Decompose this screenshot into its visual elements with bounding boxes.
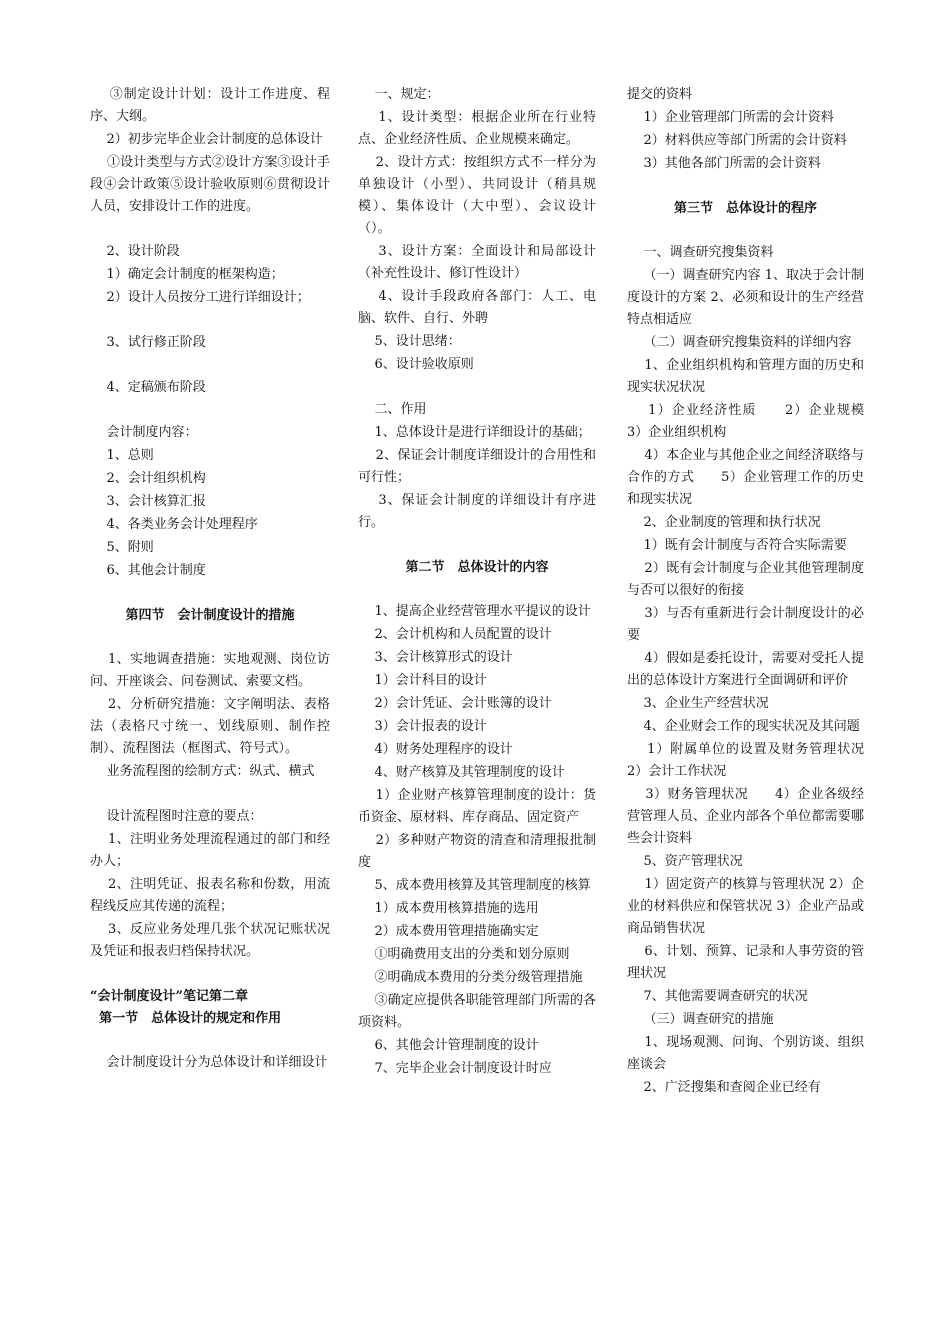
paragraph: 会计制度内容： [90,425,198,440]
paragraph: 4、财产核算及其管理制度的设计 [358,765,565,780]
spacer [358,535,596,557]
paragraph: ③确定应提供各职能管理部门所需的各项资料。 [358,993,596,1030]
paragraph: 3、会计核算形式的设计 [358,650,513,665]
paragraph: ①明确费用支出的分类和划分原则 [358,947,570,962]
paragraph: 2）既有会计制度与企业其他管理制度与否可以很好的衔接 [627,561,864,598]
paragraph: 3）会计报表的设计 [358,719,487,734]
paragraph: 一、调查研究搜集资料 [627,245,774,260]
spacer [90,219,330,241]
paragraph: 会计制度设计分为总体设计和详细设计 [90,1055,328,1070]
paragraph: 7、其他需要调查研究的状况 [627,989,808,1004]
chapter-heading: “会计制度设计”笔记第二章 [90,989,248,1004]
paragraph: ②明确成本费用的分类分级管理措施 [358,970,583,985]
spacer [90,583,330,605]
paragraph: 2、会计机构和人员配置的设计 [358,627,552,642]
spacer [90,355,330,377]
paragraph: 4）本企业与其他企业之间经济联络与合作的方式 5）企业管理工作的历史和现实状况 [627,448,864,507]
paragraph: 5、成本费用核算及其管理制度的核算 [358,878,591,893]
paragraph: 2、分析研究措施：文字阐明法、表格法（表格尺寸统一、划线原则、制作控制）、流程图法（框图式、符号式）。 [90,697,330,756]
paragraph: 1）附属单位的设置及财务管理状况 2）会计工作状况 [627,742,891,779]
paragraph: 6、其他会计管理制度的设计 [358,1038,539,1053]
paragraph: 1）成本费用核算措施的选用 [358,901,539,916]
section-heading: 第四节 会计制度设计的措施 [125,608,295,623]
paragraph: 2、设计方式：按组织方式不一样分为单独设计（小型）、共同设计（稍具规模）、集体设计（大中型）、会议设计（）。 [358,155,596,236]
paragraph: 2）成本费用管理措施确实定 [358,924,539,939]
paragraph: 2）多种财产物资的清查和清理报批制度 [358,833,596,870]
spacer [358,377,596,399]
paragraph: 一、规定： [358,87,440,102]
paragraph: （一）调查研究内容 1、取决于会计制度设计的方案 2、必须和设计的生产经营特点相适应 [627,268,865,327]
spacer [90,964,330,986]
paragraph: 1、实地调查措施：实地观测、岗位访问、开座谈会、问卷测试、索要文档。 [90,652,330,689]
paragraph: 1）既有会计制度与否符合实际需要 [627,538,847,553]
paragraph: 3、会计核算汇报 [90,494,206,509]
paragraph: 6、设计验收原则 [358,357,474,372]
paragraph: 设计流程图时注意的要点： [90,809,263,824]
paragraph: 5、附则 [90,540,154,555]
paragraph: 业务流程图的绘制方式：纵式、横式 [90,764,315,779]
paragraph: 4）假如是委托设计，需要对受托人提出的总体设计方案进行全面调研和评价 [627,651,864,688]
paragraph: （三）调查研究的措施 [627,1012,774,1027]
paragraph: 1、总则 [90,448,154,463]
paragraph: 3、设计方案：全面设计和局部设计（补充性设计、修订性设计） [358,244,596,281]
paragraph: 1、企业组织机构和管理方面的历史和现实状况状况 [627,358,864,395]
paragraph: 1）会计科目的设计 [358,673,487,688]
paragraph: 5、资产管理状况 [627,854,743,869]
spacer [90,627,330,649]
paragraph: 1）固定资产的核算与管理状况 2）企业的材料供应和保管状况 3）企业产品或商品销售状况 [627,877,864,936]
paragraph: 2、广泛搜集和查阅企业已经有 [627,1080,821,1095]
paragraph: 1、注明业务处理流程通过的部门和经办人； [90,832,330,869]
paragraph: 提交的资料 [627,87,693,102]
paragraph: 1、总体设计是进行详细设计的基础； [358,425,591,440]
section-heading: 第二节 总体设计的内容 [405,560,549,575]
column-middle [358,84,596,1081]
paragraph: 4、设计手段政府各部门：人工、电脑、软件、自行、外聘 [358,289,596,326]
paragraph: 2）会计凭证、会计账簿的设计 [358,696,552,711]
paragraph: 1）企业经济性质 2）企业规模 3）企业组织机构 [627,403,891,440]
paragraph: 3）其他各部门所需的会计资料 [627,156,821,171]
chapter-heading: 第一节 总体设计的规定和作用 [90,1011,282,1026]
paragraph: 1、提高企业经营管理水平提议的设计 [358,604,591,619]
paragraph: 6、计划、预算、记录和人事劳资的管理状况 [627,944,864,981]
paragraph: 4、各类业务会计处理程序 [90,517,258,532]
paragraph: 4、定稿颁布阶段 [90,380,206,395]
paragraph: 1）确定会计制度的框架构造； [90,267,284,282]
paragraph: 6、其他会计制度 [90,563,206,578]
paragraph: 2、会计组织机构 [90,471,206,486]
section-heading: 第三节 总体设计的程序 [673,201,817,216]
paragraph: 3）与否有重新进行会计制度设计的必要 [627,606,864,643]
spacer [90,310,330,332]
paragraph: 二、作用 [358,402,427,417]
paragraph: 2）设计人员按分工进行详细设计； [90,290,310,305]
paragraph: 1）企业财产核算管理制度的设计：货币资金、原材料、库存商品、固定资产 [358,788,596,825]
paragraph: 4、企业财会工作的现实状况及其问题 [627,719,860,734]
paragraph: 2、设计阶段 [90,244,180,259]
spacer [90,784,330,806]
paragraph: 2、保证会计制度详细设计的合用性和可行性； [358,448,596,485]
paragraph: 3）财务管理状况 4）企业各级经营管理人员、企业内部各个单位都需要哪些会计资料 [627,787,865,846]
spacer [90,400,330,422]
paragraph: 1、设计类型：根据企业所在行业特点、企业经济性质、企业规模来确定。 [358,110,596,147]
spacer [627,220,864,242]
paragraph: 3、试行修正阶段 [90,335,206,350]
paragraph: 1）企业管理部门所需的会计资料 [627,110,834,125]
paragraph: 3、企业生产经营状况 [627,696,769,711]
paragraph: 2、注明凭证、报表名称和份数，用流程线反应其传递的流程； [90,877,330,914]
paragraph: ①设计类型与方式②设计方案③设计手段④会计政策⑤设计验收原则⑥贯彻设计人员，安排设计工作的进度。 [90,155,330,214]
paragraph: 1、现场观测、问询、个别访谈、组织座谈会 [627,1035,864,1072]
paragraph: ③制定设计计划：设计工作进度、程序、大纲。 [90,87,330,124]
spacer [627,176,864,198]
column-left [90,84,330,1075]
paragraph: 3、反应业务处理几张个状况记账状况及凭证和报表归档保持状况。 [90,922,330,959]
paragraph: 5、设计思绪： [358,334,461,349]
paragraph: 7、完毕企业会计制度设计时应 [358,1061,552,1076]
paragraph: 2）初步完毕企业会计制度的总体设计 [90,132,323,147]
spacer [90,1030,330,1052]
paragraph: 2、企业制度的管理和执行状况 [627,515,821,530]
paragraph: 3、保证会计制度的详细设计有序进行。 [358,493,596,530]
paragraph: 4）财务处理程序的设计 [358,742,513,757]
paragraph: 2）材料供应等部门所需的会计资料 [627,133,847,148]
spacer [358,579,596,601]
column-right [627,84,891,1100]
paragraph: （二）调查研究搜集资料的详细内容 [627,335,852,350]
